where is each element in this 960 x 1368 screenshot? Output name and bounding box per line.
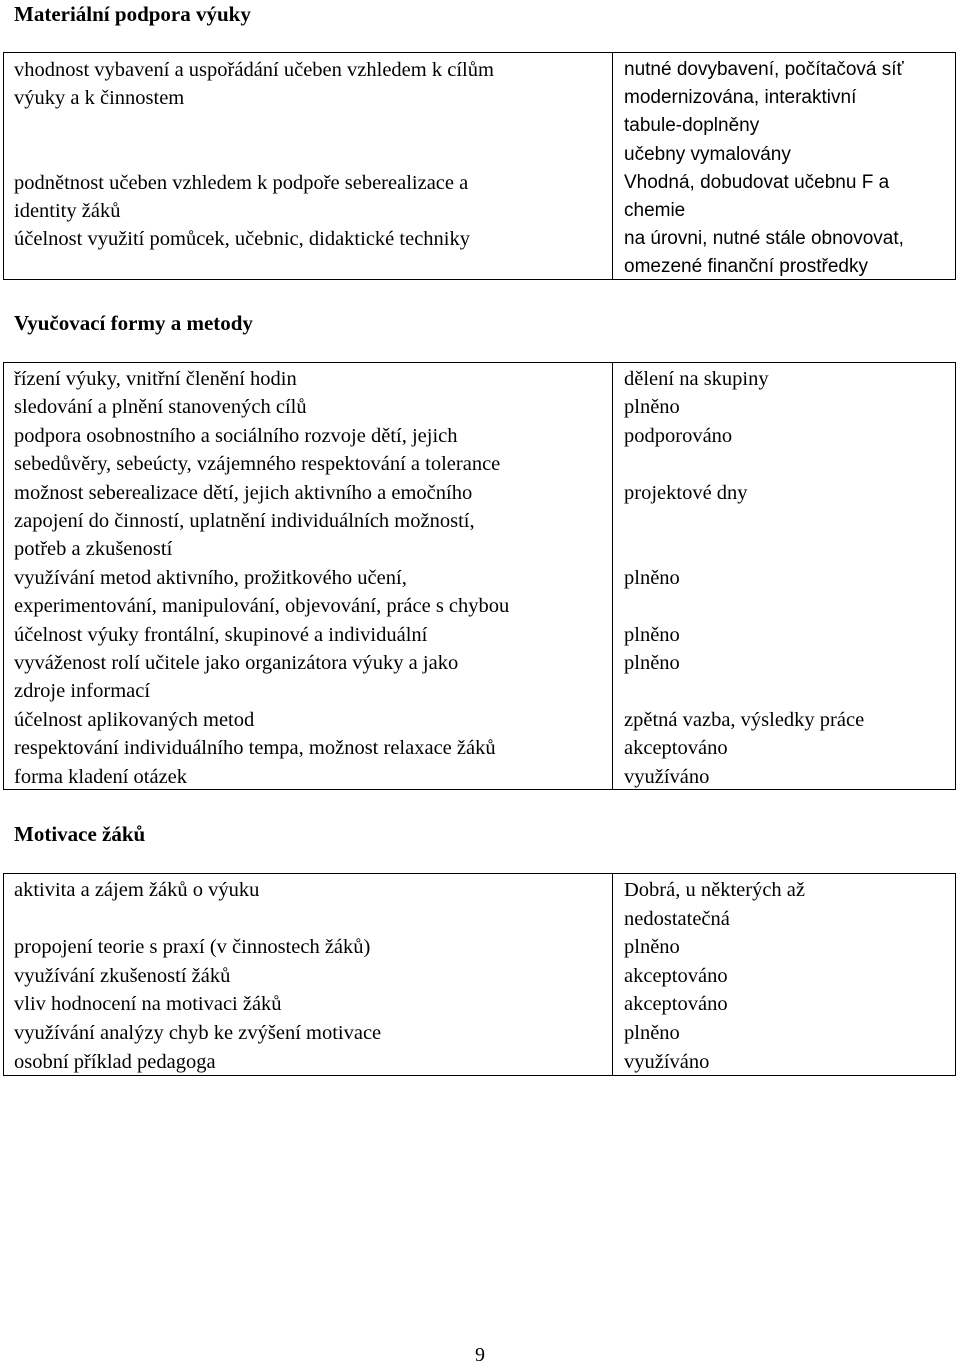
material-evaluation-column [613,53,955,279]
material-evaluation-line: tabule-doplněny [624,115,760,136]
methods-evaluation-line: akceptováno [624,737,728,759]
material-evaluation-line: učebny vymalovány [624,144,791,165]
material-evaluation-line: na úrovni, nutné stále obnovovat, [624,228,904,249]
material-evaluation-line: Vhodná, dobudovat učebnu F a [624,172,890,193]
methods-criterion-line: sledování a plnění stanovených cílů [14,396,307,418]
material-criterion-line: výuky a k činnostem [14,87,185,109]
methods-criterion-line: respektování individuálního tempa, možnost relaxace žáků [14,737,496,759]
material-criterion-line: vhodnost vybavení a uspořádání učeben vzhledem k cílům [14,59,494,81]
methods-criterion-line: podpora osobnostního a sociálního rozvoje dětí, jejich [14,425,458,447]
methods-evaluation-line: využíváno [624,766,710,788]
methods-criterion-line: zapojení do činností, uplatnění individuálních možností, [14,510,475,532]
methods-criteria-column [4,363,613,789]
material-evaluation-line: modernizována, interaktivní [624,87,857,108]
motivation-criterion-line: propojení teorie s praxí (v činnostech žáků) [14,936,371,958]
motivation-criterion-line: aktivita a zájem žáků o výuku [14,879,260,901]
motivation-evaluation-line: plněno [624,936,680,958]
material-evaluation-line: nutné dovybavení, počítačová síť [624,59,904,80]
material-evaluation-line: chemie [624,200,686,221]
methods-evaluation-column [613,363,955,789]
methods-evaluation-line: plněno [624,652,680,674]
motivation-criterion-line: využívání analýzy chyb ke zvýšení motivace [14,1022,382,1044]
section-heading-material: Materiální podpora výuky [14,2,251,26]
material-criteria-column [4,53,613,279]
methods-criterion-line: řízení výuky, vnitřní členění hodin [14,368,297,390]
motivation-evaluation-line: akceptováno [624,965,728,987]
material-criterion-line: podnětnost učeben vzhledem k podpoře seberealizace a [14,172,469,194]
motivation-criterion-line: vliv hodnocení na motivaci žáků [14,993,282,1015]
motivation-evaluation-line: využíváno [624,1051,710,1073]
motivation-evaluation-column [613,874,955,1075]
methods-criterion-line: vyváženost rolí učitele jako organizátora výuky a jako [14,652,459,674]
methods-evaluation-line: plněno [624,396,680,418]
motivation-evaluation-line: akceptováno [624,993,728,1015]
section-heading-motivation: Motivace žáků [14,822,146,846]
methods-criterion-line: využívání metod aktivního, prožitkového učení, [14,567,407,589]
material-evaluation-line: omezené finanční prostředky [624,256,868,277]
methods-criterion-line: účelnost výuky frontální, skupinové a individuální [14,624,428,646]
methods-criterion-line: možnost seberealizace dětí, jejich aktivního a emočního [14,482,473,504]
material-table [3,52,956,280]
methods-criterion-line: zdroje informací [14,680,151,702]
section-heading-methods: Vyučovací formy a metody [14,311,253,335]
methods-criterion-line: potřeb a zkušeností [14,538,173,560]
material-criterion-line: identity žáků [14,200,121,222]
motivation-criteria-column [4,874,613,1075]
methods-evaluation-line: projektové dny [624,482,748,504]
methods-table [3,362,956,790]
motivation-evaluation-line: plněno [624,1022,680,1044]
motivation-evaluation-line: nedostatečná [624,908,730,930]
methods-criterion-line: experimentování, manipulování, objevování, práce s chybou [14,595,510,617]
methods-evaluation-line: plněno [624,567,680,589]
motivation-table [3,873,956,1076]
motivation-criterion-line: osobní příklad pedagoga [14,1051,216,1073]
motivation-evaluation-line: Dobrá, u některých až [624,879,805,901]
methods-criterion-line: forma kladení otázek [14,766,188,788]
methods-evaluation-line: podporováno [624,425,733,447]
methods-criterion-line: sebedůvěry, sebeúcty, vzájemného respektování a tolerance [14,453,501,475]
motivation-criterion-line: využívání zkušeností žáků [14,965,231,987]
material-criterion-line: účelnost využití pomůcek, učebnic, didaktické techniky [14,228,470,250]
methods-evaluation-line: dělení na skupiny [624,368,769,390]
methods-criterion-line: účelnost aplikovaných metod [14,709,255,731]
page-number: 9 [475,1344,485,1366]
methods-evaluation-line: zpětná vazba, výsledky práce [624,709,865,731]
methods-evaluation-line: plněno [624,624,680,646]
